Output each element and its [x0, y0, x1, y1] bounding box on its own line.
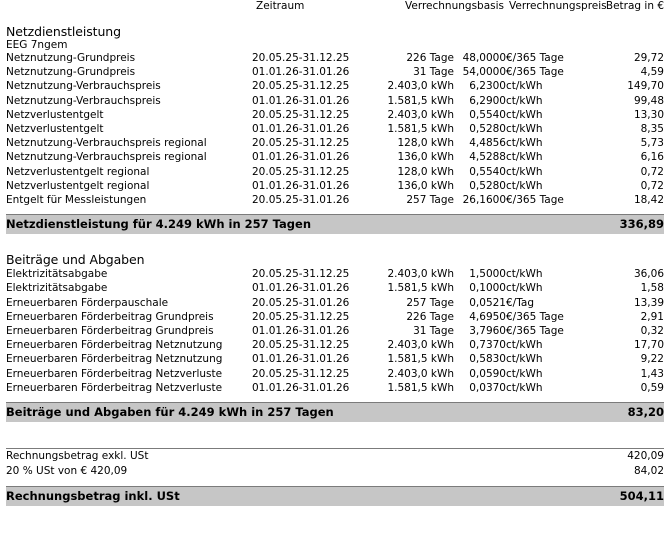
row-verrechnungsbasis: 2.403,0 kWh — [387, 108, 454, 121]
row-verrechnungsbasis: 257 Tage — [406, 296, 454, 309]
table-row — [6, 193, 664, 207]
row-verrechnungsbasis: 226 Tage — [406, 310, 454, 323]
row-verrechnungsbasis: 1.581,5 kWh — [387, 123, 454, 136]
row-zeitraum: 20.05.25-31.12.25 — [252, 165, 350, 178]
row-zeitraum: 20.05.25-31.12.25 — [252, 137, 350, 150]
row-verrechnungspreis: 0,1000 — [469, 282, 506, 295]
table-row — [6, 79, 664, 93]
row-verrechnungspreis: 4,4856 — [469, 137, 506, 150]
row-zeitraum: 20.05.25-31.12.25 — [252, 80, 350, 93]
table-row — [6, 338, 664, 352]
row-description: Erneuerbaren Förderbeitrag Netzverluste — [6, 367, 223, 380]
total-vat-amount: 84,02 — [633, 465, 664, 478]
row-description: Elektrizitätsabgabe — [6, 268, 108, 281]
row-unit: ct/kWh — [506, 137, 543, 150]
row-verrechnungsbasis: 1.581,5 kWh — [387, 381, 454, 394]
section-summary-bar — [6, 403, 664, 422]
row-zeitraum: 01.01.26-31.01.26 — [252, 151, 350, 164]
column-header-zeitraum: Zeitraum — [256, 0, 305, 12]
row-unit: ct/kWh — [506, 179, 543, 192]
invoice-table-body — [6, 0, 664, 506]
row-zeitraum: 01.01.26-31.01.26 — [252, 123, 350, 136]
row-description: Netzverlustentgelt regional — [6, 179, 150, 192]
row-description: Erneuerbaren Förderbeitrag Netznutzung — [6, 353, 223, 366]
section-summary-amount: 336,89 — [586, 215, 664, 234]
row-verrechnungsbasis: 136,0 kWh — [397, 151, 454, 164]
row-verrechnungspreis: 0,5280 — [469, 123, 506, 136]
row-description: Erneuerbaren Förderpauschale — [6, 296, 169, 309]
row-zeitraum: 20.05.25-31.12.25 — [252, 367, 350, 380]
table-row — [6, 165, 664, 179]
row-unit: ct/kWh — [506, 367, 543, 380]
row-verrechnungsbasis: 31 Tage — [413, 325, 454, 338]
section-gap — [6, 234, 664, 252]
pre-summary-spacer — [6, 395, 664, 403]
total-vat-row — [6, 464, 664, 479]
row-zeitraum: 01.01.26-31.01.26 — [252, 325, 350, 338]
grand-total-amount: 504,11 — [586, 487, 664, 506]
table-header-row — [6, 0, 664, 12]
row-verrechnungspreis: 0,5540 — [469, 108, 506, 121]
row-verrechnungspreis: 6,2900 — [469, 94, 506, 107]
row-zeitraum: 01.01.26-31.01.26 — [252, 282, 350, 295]
column-header-verrechnungspreis: Verrechnungspreis — [509, 0, 607, 12]
table-row — [6, 352, 664, 366]
row-description: Netznutzung-Grundpreis — [6, 52, 136, 64]
row-betrag: 0,59 — [640, 381, 664, 394]
row-verrechnungsbasis: 226 Tage — [406, 52, 454, 64]
row-verrechnungsbasis: 31 Tage — [413, 66, 454, 79]
row-zeitraum: 20.05.25-31.12.25 — [252, 108, 350, 121]
table-row — [6, 51, 664, 65]
row-unit: ct/kWh — [506, 339, 543, 352]
row-unit: ct/kWh — [506, 268, 543, 281]
row-betrag: 1,43 — [640, 367, 664, 380]
row-verrechnungsbasis: 1.581,5 kWh — [387, 94, 454, 107]
row-verrechnungspreis: 0,5830 — [469, 353, 506, 366]
row-description: Netzverlustentgelt — [6, 123, 104, 136]
row-unit: €/Tag — [506, 296, 534, 309]
row-description: Erneuerbaren Förderbeitrag Netzverluste — [6, 381, 223, 394]
section-summary-amount: 83,20 — [586, 403, 664, 422]
row-verrechnungspreis: 1,5000 — [469, 268, 506, 281]
row-verrechnungspreis: 0,0590 — [469, 367, 506, 380]
row-unit: €/365 Tage — [506, 194, 564, 207]
table-row — [6, 150, 664, 164]
pre-summary-spacer — [6, 207, 664, 215]
row-unit: €/365 Tage — [506, 52, 564, 64]
row-unit: ct/kWh — [506, 151, 543, 164]
row-description: Netznutzung-Verbrauchspreis regional — [6, 137, 207, 150]
section-subtitle-row — [6, 39, 664, 51]
total-net-row — [6, 449, 664, 464]
row-betrag: 18,42 — [633, 194, 664, 207]
table-row — [6, 324, 664, 338]
row-unit: ct/kWh — [506, 80, 543, 93]
header-spacer — [6, 12, 664, 24]
row-unit: €/365 Tage — [506, 66, 564, 79]
row-verrechnungsbasis: 1.581,5 kWh — [387, 282, 454, 295]
row-unit: €/365 Tage — [506, 325, 564, 338]
row-betrag: 29,72 — [633, 52, 664, 64]
row-betrag: 13,30 — [633, 108, 664, 121]
row-zeitraum: 20.05.25-31.12.25 — [252, 339, 350, 352]
row-betrag: 8,35 — [640, 123, 664, 136]
row-unit: ct/kWh — [506, 353, 543, 366]
row-betrag: 4,59 — [640, 66, 664, 79]
row-description: Netzverlustentgelt — [6, 108, 104, 121]
section-title-row — [6, 24, 664, 39]
table-row — [6, 108, 664, 122]
row-unit: ct/kWh — [506, 165, 543, 178]
row-verrechnungspreis: 54,0000 — [462, 66, 506, 79]
row-description: Netznutzung-Verbrauchspreis regional — [6, 151, 207, 164]
row-verrechnungsbasis: 2.403,0 kWh — [387, 268, 454, 281]
table-row — [6, 267, 664, 281]
invoice-table — [6, 0, 664, 506]
row-verrechnungsbasis: 257 Tage — [406, 194, 454, 207]
row-unit: ct/kWh — [506, 282, 543, 295]
row-betrag: 99,48 — [633, 94, 664, 107]
row-verrechnungspreis: 0,7370 — [469, 339, 506, 352]
row-verrechnungspreis: 26,1600 — [462, 194, 506, 207]
row-betrag: 2,91 — [640, 310, 664, 323]
grand-total-row — [6, 487, 664, 506]
section-summary-label: Netzdienstleistung für 4.249 kWh in 257 Tagen — [6, 215, 586, 234]
row-unit: ct/kWh — [506, 108, 543, 121]
table-row — [6, 367, 664, 381]
section-subtitle: EEG 7ngem — [6, 39, 68, 51]
row-verrechnungsbasis: 136,0 kWh — [397, 179, 454, 192]
table-row — [6, 65, 664, 79]
row-zeitraum: 01.01.26-31.01.26 — [252, 353, 350, 366]
row-verrechnungspreis: 0,0370 — [469, 381, 506, 394]
section-title: Netzdienstleistung — [6, 24, 121, 39]
row-description: Netznutzung-Verbrauchspreis — [6, 94, 161, 107]
total-net-amount: 420,09 — [627, 450, 664, 463]
row-zeitraum: 20.05.25-31.01.26 — [252, 194, 350, 207]
column-header-description — [6, 0, 252, 12]
row-betrag: 0,72 — [640, 179, 664, 192]
row-verrechnungspreis: 3,7960 — [469, 325, 506, 338]
row-verrechnungsbasis: 128,0 kWh — [397, 137, 454, 150]
row-description: Entgelt für Messleistungen — [6, 194, 147, 207]
row-verrechnungsbasis: 2.403,0 kWh — [387, 339, 454, 352]
row-verrechnungsbasis: 2.403,0 kWh — [387, 367, 454, 380]
table-row — [6, 122, 664, 136]
column-header-betrag: Betrag in € — [605, 0, 664, 12]
row-verrechnungspreis: 0,0521 — [469, 296, 506, 309]
row-description: Netzverlustentgelt regional — [6, 165, 150, 178]
table-row — [6, 94, 664, 108]
row-betrag: 9,22 — [640, 353, 664, 366]
row-zeitraum: 01.01.26-31.01.26 — [252, 381, 350, 394]
row-betrag: 5,73 — [640, 137, 664, 150]
row-betrag: 0,72 — [640, 165, 664, 178]
totals-gap — [6, 422, 664, 449]
row-verrechnungspreis: 0,5280 — [469, 179, 506, 192]
table-row — [6, 281, 664, 295]
row-verrechnungsbasis: 128,0 kWh — [397, 165, 454, 178]
row-betrag: 0,32 — [640, 325, 664, 338]
row-verrechnungsbasis: 2.403,0 kWh — [387, 80, 454, 93]
table-row — [6, 310, 664, 324]
row-zeitraum: 01.01.26-31.01.26 — [252, 94, 350, 107]
row-unit: €/365 Tage — [506, 310, 564, 323]
row-verrechnungsbasis: 1.581,5 kWh — [387, 353, 454, 366]
row-description: Netznutzung-Grundpreis — [6, 66, 136, 79]
row-unit: ct/kWh — [506, 94, 543, 107]
row-betrag: 6,16 — [640, 151, 664, 164]
row-description: Erneuerbaren Förderbeitrag Grundpreis — [6, 325, 214, 338]
table-row — [6, 381, 664, 395]
row-zeitraum: 20.05.25-31.01.26 — [252, 296, 350, 309]
section-title: Beiträge und Abgaben — [6, 252, 145, 268]
row-betrag: 13,39 — [633, 296, 664, 309]
row-zeitraum: 20.05.25-31.12.25 — [252, 310, 350, 323]
row-verrechnungspreis: 4,5288 — [469, 151, 506, 164]
section-summary-bar — [6, 215, 664, 234]
section-title-row — [6, 252, 664, 267]
row-unit: ct/kWh — [506, 123, 543, 136]
section-summary-label: Beiträge und Abgaben für 4.249 kWh in 257 Tagen — [6, 403, 586, 422]
pre-grand-spacer — [6, 479, 664, 487]
column-header-verrechnungsbasis: Verrechnungsbasis — [405, 0, 504, 12]
row-description: Erneuerbaren Förderbeitrag Grundpreis — [6, 310, 214, 323]
table-row — [6, 179, 664, 193]
total-net-label: Rechnungsbetrag exkl. USt — [6, 450, 149, 463]
table-row — [6, 136, 664, 150]
row-verrechnungspreis: 0,5540 — [469, 165, 506, 178]
row-verrechnungspreis: 6,2300 — [469, 80, 506, 93]
row-verrechnungspreis: 48,0000 — [462, 52, 506, 64]
total-vat-label: 20 % USt von € 420,09 — [6, 465, 128, 478]
row-betrag: 36,06 — [633, 268, 664, 281]
row-betrag: 149,70 — [627, 80, 664, 93]
row-zeitraum: 01.01.26-31.01.26 — [252, 179, 350, 192]
row-betrag: 17,70 — [633, 339, 664, 352]
grand-total-label: Rechnungsbetrag inkl. USt — [6, 487, 586, 506]
row-betrag: 1,58 — [640, 282, 664, 295]
row-zeitraum: 20.05.25-31.12.25 — [252, 268, 350, 281]
row-zeitraum: 01.01.26-31.01.26 — [252, 66, 350, 79]
row-verrechnungspreis: 4,6950 — [469, 310, 506, 323]
row-description: Elektrizitätsabgabe — [6, 282, 108, 295]
row-description: Erneuerbaren Förderbeitrag Netznutzung — [6, 339, 223, 352]
table-row — [6, 296, 664, 310]
row-zeitraum: 20.05.25-31.12.25 — [252, 52, 350, 64]
row-description: Netznutzung-Verbrauchspreis — [6, 80, 161, 93]
row-unit: ct/kWh — [506, 381, 543, 394]
